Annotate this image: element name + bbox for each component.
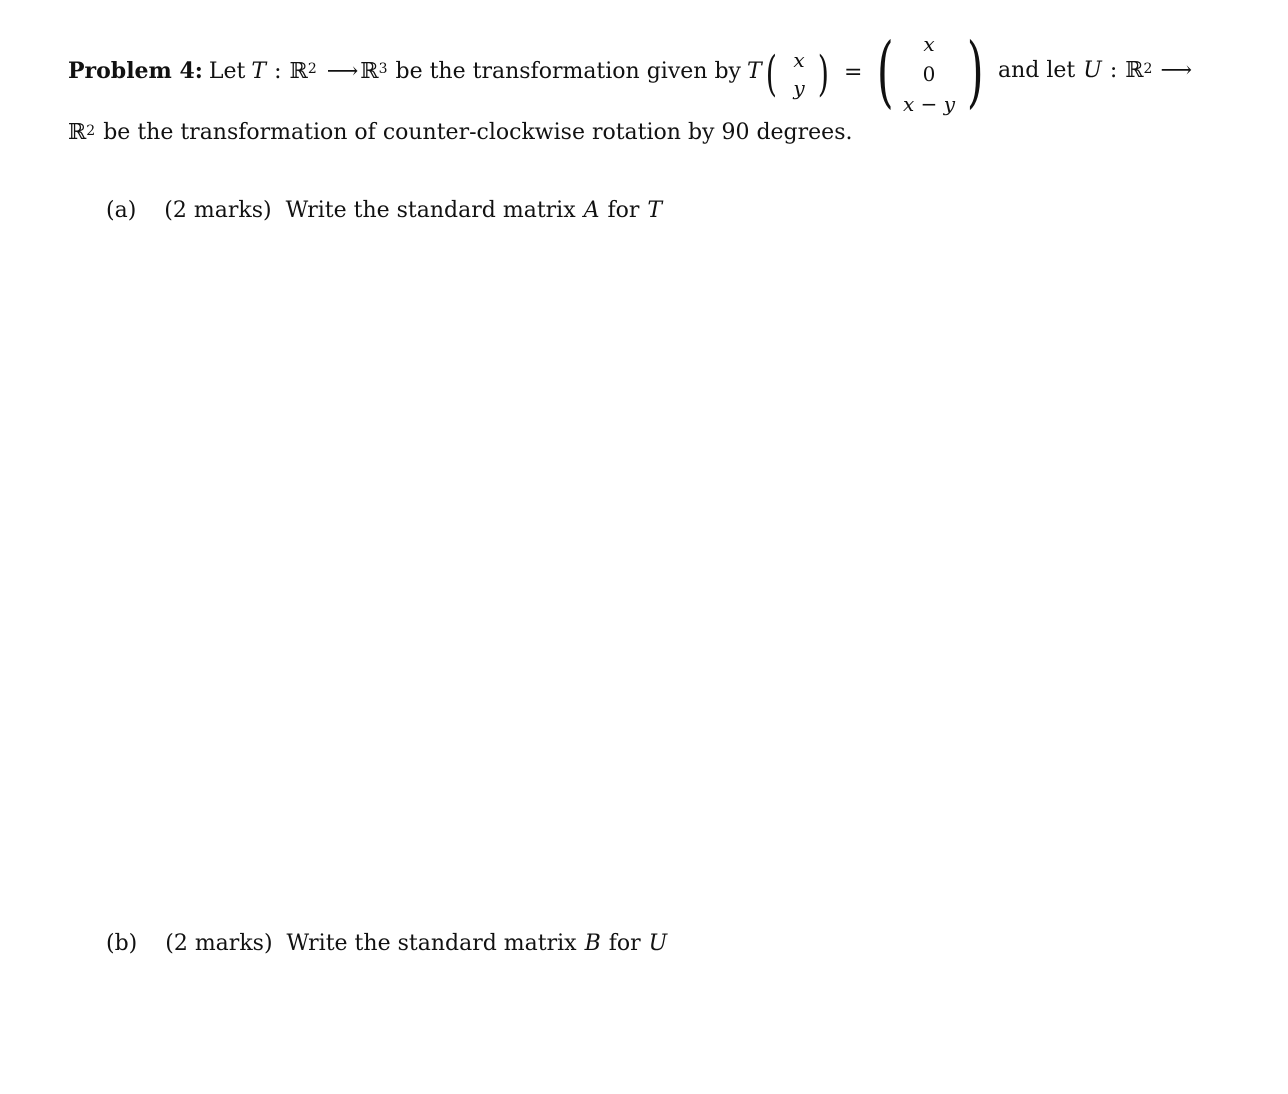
output-vector bbox=[870, 24, 990, 126]
part-a-text: Write the standard matrix bbox=[285, 198, 576, 223]
left-paren: ( bbox=[876, 27, 894, 117]
left-paren: ( bbox=[765, 46, 777, 102]
input-vector-x: x bbox=[793, 48, 805, 72]
colon: : bbox=[274, 58, 282, 84]
part-a-for: for bbox=[607, 198, 640, 223]
transformation-text: be the transformation given by bbox=[395, 58, 741, 84]
exponent-2: 2 bbox=[1143, 60, 1153, 77]
problem-statement-line-2 bbox=[68, 120, 852, 145]
problem-statement-line-1 bbox=[68, 58, 762, 84]
part-b-text: Write the standard matrix bbox=[286, 931, 577, 956]
part-b-target: U bbox=[648, 931, 668, 956]
part-a-matrix-symbol: A bbox=[583, 198, 600, 223]
symbol-T-applied: T bbox=[746, 58, 762, 84]
equals-sign: = bbox=[844, 60, 863, 85]
real-set-symbol: ℝ bbox=[289, 58, 308, 84]
part-b-for: for bbox=[608, 931, 641, 956]
part-b-matrix-symbol: B bbox=[584, 931, 601, 956]
rotation-description: be the transformation of counter-clockwise rotation by 90 degrees. bbox=[103, 120, 853, 145]
output-vector-row-2: 0 bbox=[922, 62, 936, 86]
part-a-target: T bbox=[647, 198, 663, 223]
part-b bbox=[106, 931, 667, 956]
real-set-symbol: ℝ bbox=[68, 120, 87, 145]
problem-statement-line-1-tail bbox=[998, 58, 1192, 83]
part-b-marks: (2 marks) bbox=[165, 931, 273, 956]
let-word: Let bbox=[208, 58, 246, 84]
part-a-marks: (2 marks) bbox=[164, 198, 272, 223]
exponent-3: 3 bbox=[378, 61, 388, 77]
right-paren: ) bbox=[966, 27, 984, 117]
exponent-2: 2 bbox=[307, 61, 317, 77]
output-vector-row-1: x bbox=[923, 32, 935, 56]
and-let-text: and let bbox=[998, 58, 1076, 83]
symbol-U: U bbox=[1083, 58, 1102, 83]
real-set-symbol: ℝ bbox=[1125, 58, 1144, 83]
input-vector-y: y bbox=[793, 76, 805, 100]
symbol-T: T bbox=[251, 58, 267, 84]
exponent-2: 2 bbox=[86, 122, 96, 139]
part-a bbox=[106, 198, 662, 223]
output-vector-row-3: x − y bbox=[902, 92, 956, 116]
arrow-symbol: ⟶ bbox=[326, 58, 359, 84]
colon: : bbox=[1109, 58, 1118, 83]
problem-heading: Problem 4: bbox=[68, 58, 203, 84]
right-paren: ) bbox=[817, 46, 829, 102]
part-a-label: (a) bbox=[106, 198, 137, 223]
real-set-symbol: ℝ bbox=[360, 58, 379, 84]
input-vector bbox=[762, 42, 832, 112]
arrow-symbol: ⟶ bbox=[1160, 58, 1192, 83]
part-b-label: (b) bbox=[106, 931, 138, 956]
